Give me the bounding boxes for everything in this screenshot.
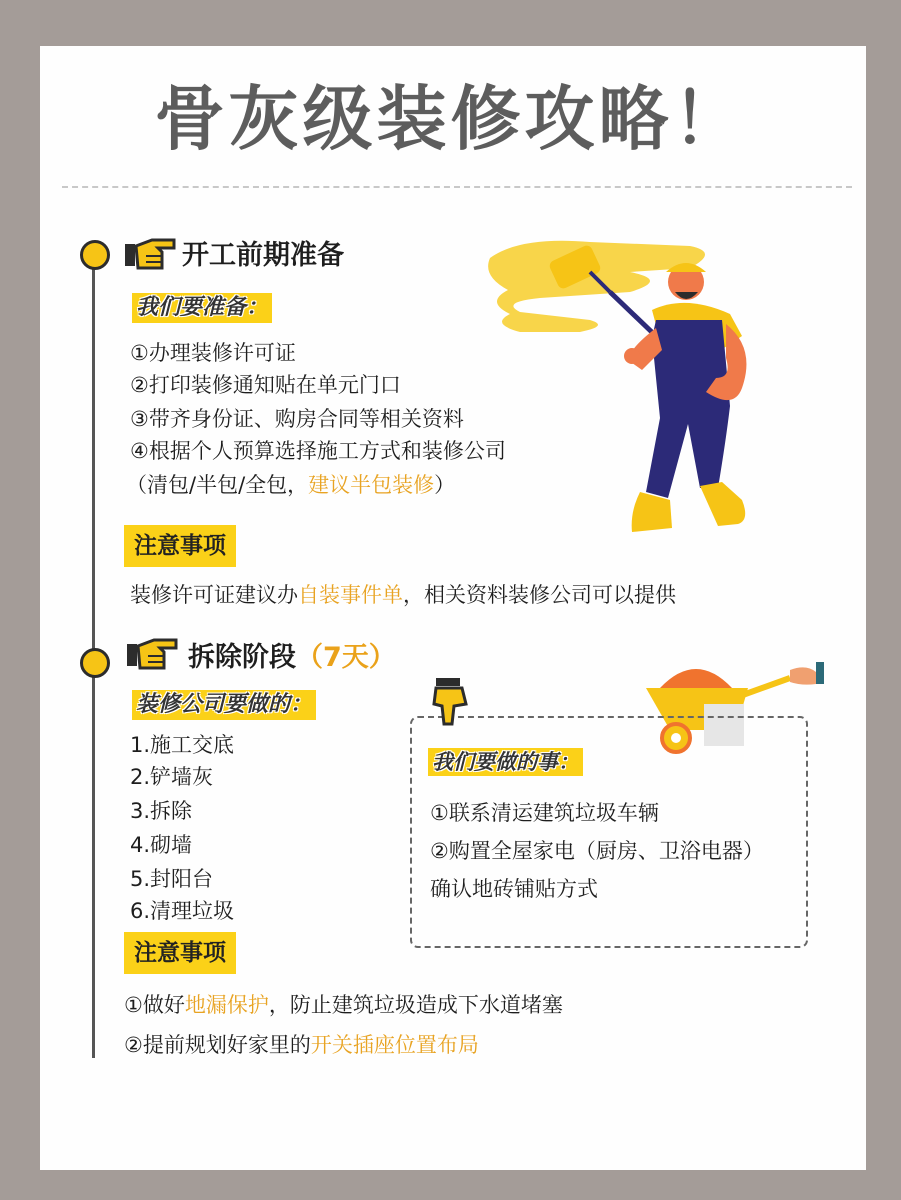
note-text: （清包/半包/全包， [126, 473, 309, 497]
pointing-down-hand-icon [428, 676, 470, 726]
section2-item-3: 3.拆除 [130, 799, 193, 823]
attention2-text: ②提前规划好家里的 [124, 1033, 311, 1057]
box-title: 我们要做的事： [428, 748, 583, 776]
section2-item-4: 4.砌墙 [130, 833, 193, 857]
section1-item-2: ②打印装修通知贴在单元门口 [130, 373, 401, 397]
section2-attention-1 [124, 990, 563, 1020]
attention1-text-end: ，防止建筑垃圾造成下水道堵塞 [268, 993, 563, 1017]
section2-sub: 装修公司要做的： [132, 690, 316, 720]
section2-item-2: 2.铲墙灰 [130, 765, 214, 789]
section2-item-6: 6.清理垃圾 [130, 899, 235, 923]
section1-item-3: ③带齐身份证、购房合同等相关资料 [130, 407, 464, 431]
attention-text-end: ，相关资料装修公司可以提供 [403, 583, 676, 607]
section2-attention-2 [124, 1030, 479, 1060]
section2-heading-text: 拆除阶段 [188, 642, 296, 673]
painter-worker-icon [480, 228, 780, 538]
section2-item-5: 5.封阳台 [130, 867, 214, 891]
section2-item-1: 1.施工交底 [130, 733, 235, 757]
attention1-text: ①做好 [124, 993, 185, 1017]
box-item-2: ②购置全屋家电（厨房、卫浴电器） [430, 839, 764, 863]
section1-note [126, 470, 455, 500]
attention-highlight: 自装事件单 [298, 583, 403, 607]
box-item-1: ①联系清运建筑垃圾车辆 [430, 801, 659, 825]
section2-attention-label: 注意事项 [124, 932, 236, 974]
box-item-3: 确认地砖铺贴方式 [430, 877, 598, 901]
page-title: 骨灰级装修攻略！ [154, 78, 747, 160]
title-divider [62, 186, 852, 188]
section2-heading [188, 640, 396, 676]
attention-text: 装修许可证建议办 [130, 583, 298, 607]
section1-attention-label: 注意事项 [124, 525, 236, 567]
timeline-dot-1 [80, 240, 110, 270]
section1-sub: 我们要准备： [132, 293, 272, 323]
pointing-hand-icon [124, 234, 176, 274]
timeline-dot-2 [80, 648, 110, 678]
section1-item-4: ④根据个人预算选择施工方式和装修公司 [130, 439, 506, 463]
attention1-highlight: 地漏保护 [184, 993, 269, 1017]
note-highlight: 建议半包装修 [308, 473, 435, 497]
section1-attention-text [130, 580, 676, 610]
section1-heading: 开工前期准备 [182, 240, 344, 271]
note-text-end: ） [434, 473, 456, 497]
section2-heading-accent: （7天） [296, 642, 396, 673]
pointing-hand-icon [126, 634, 178, 674]
section1-item-1: ①办理装修许可证 [130, 341, 296, 365]
attention2-highlight: 开关插座位置布局 [310, 1033, 479, 1057]
